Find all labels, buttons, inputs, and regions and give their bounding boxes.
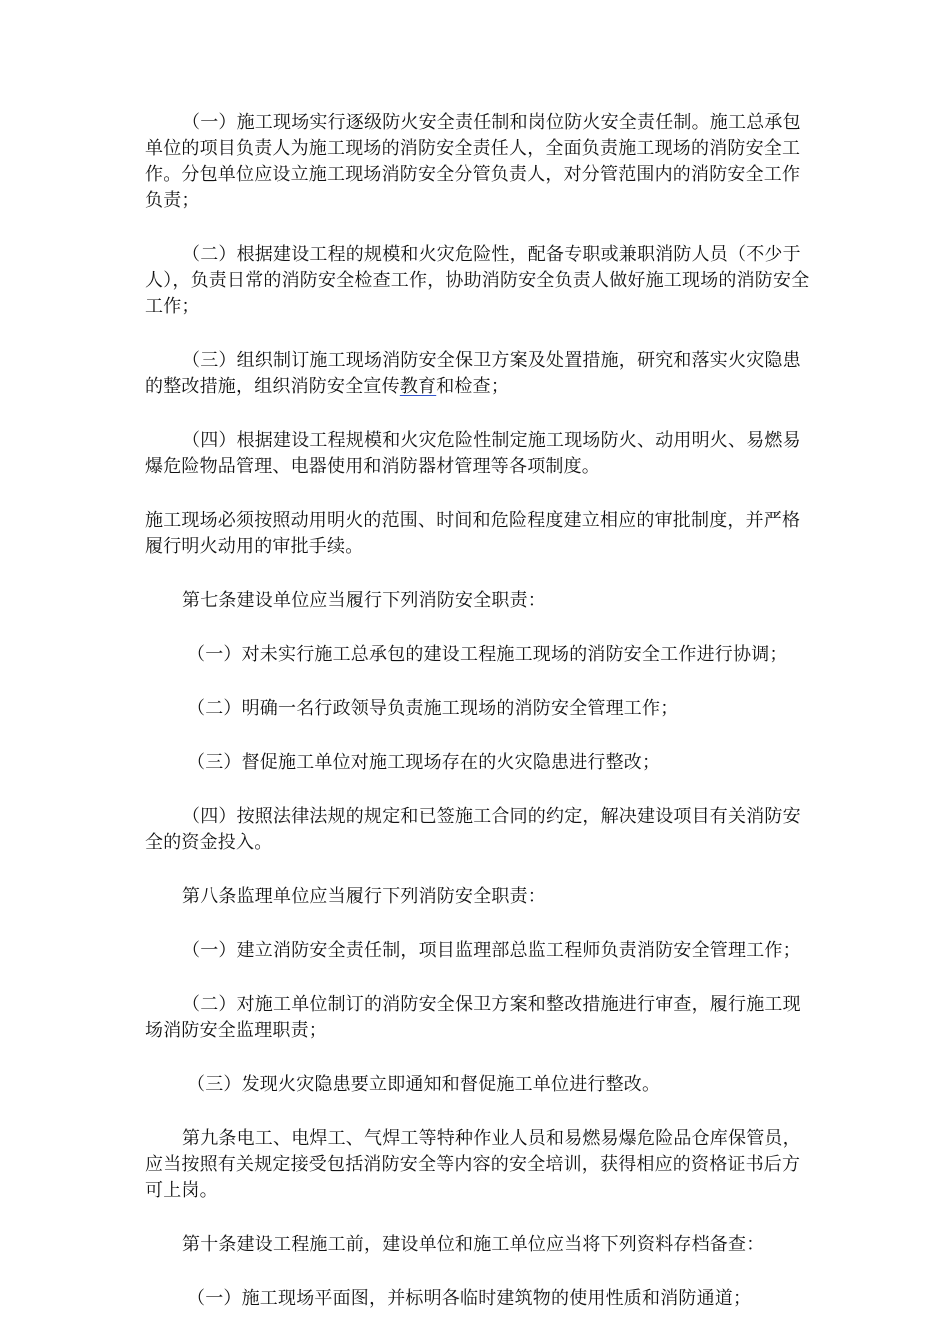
paragraph-4: （四）根据建设工程规模和火灾危险性制定施工现场防火、动用明火、易燃易爆危险物品管理、电器使用和消防器材管理等各项制度。: [145, 430, 801, 477]
paragraph-9: （三）督促施工单位对施工现场存在的火灾隐患进行整改；: [187, 752, 661, 773]
article-7-heading: 第七条建设单位应当履行下列消防安全职责：: [182, 590, 546, 611]
paragraph-12: （一）建立消防安全责任制，项目监理部总监工程师负责消防安全管理工作；: [182, 940, 801, 961]
paragraph-3-text: （三）组织制订施工现场消防安全保卫方案及处置措施，研究和落实火灾隐患的整改措施，组织消防安全宣传: [145, 350, 801, 397]
paragraph-1: （一）施工现场实行逐级防火安全责任制和岗位防火安全责任制。施工总承包单位的项目负责人为施工现场的消防安全责任人，全面负责施工现场的消防安全工作。分包单位应设立施工现场消防安全分管负责人，对分管范围内的消防安全工作负责；: [145, 112, 801, 211]
paragraph-17: （一）施工现场平面图，并标明各临时建筑物的使用性质和消防通道；: [187, 1288, 752, 1309]
paragraph-3-tail: 和检查；: [436, 376, 510, 397]
paragraph-3: [145, 348, 810, 400]
paragraph-8: （二）明确一名行政领导负责施工现场的消防安全管理工作；: [187, 698, 679, 719]
article-10-heading: 第十条建设工程施工前，建设单位和施工单位应当将下列资料存档备查：: [182, 1234, 765, 1255]
article-8-heading: 第八条监理单位应当履行下列消防安全职责：: [182, 886, 546, 907]
paragraph-2: （二）根据建设工程的规模和火灾危险性，配备专职或兼职消防人员（不少于 人），负责日常的消防安全检查工作，协助消防安全负责人做好施工现场的消防安全工作；: [145, 244, 819, 317]
paragraph-14: （三）发现火灾隐患要立即通知和督促施工单位进行整改。: [187, 1074, 661, 1095]
article-9-paragraph: 第九条电工、电焊工、气焊工等特种作业人员和易燃易爆危险品仓库保管员，应当按照有关规定接受包括消防安全等内容的安全培训，获得相应的资格证书后方可上岗。: [145, 1128, 801, 1201]
paragraph-10: （四）按照法律法规的规定和已签施工合同的约定，解决建设项目有关消防安全的资金投入。: [145, 806, 801, 853]
education-link[interactable]: 教育: [399, 376, 437, 397]
paragraph-5: 施工现场必须按照动用明火的范围、时间和危险程度建立相应的审批制度，并严格履行明火动用的审批手续。: [145, 510, 801, 557]
paragraph-13: （二）对施工单位制订的消防安全保卫方案和整改措施进行审查，履行施工现场消防安全监理职责；: [145, 994, 801, 1041]
document-page: [145, 110, 819, 1340]
paragraph-7: （一）对未实行施工总承包的建设工程施工现场的消防安全工作进行协调；: [187, 644, 788, 665]
